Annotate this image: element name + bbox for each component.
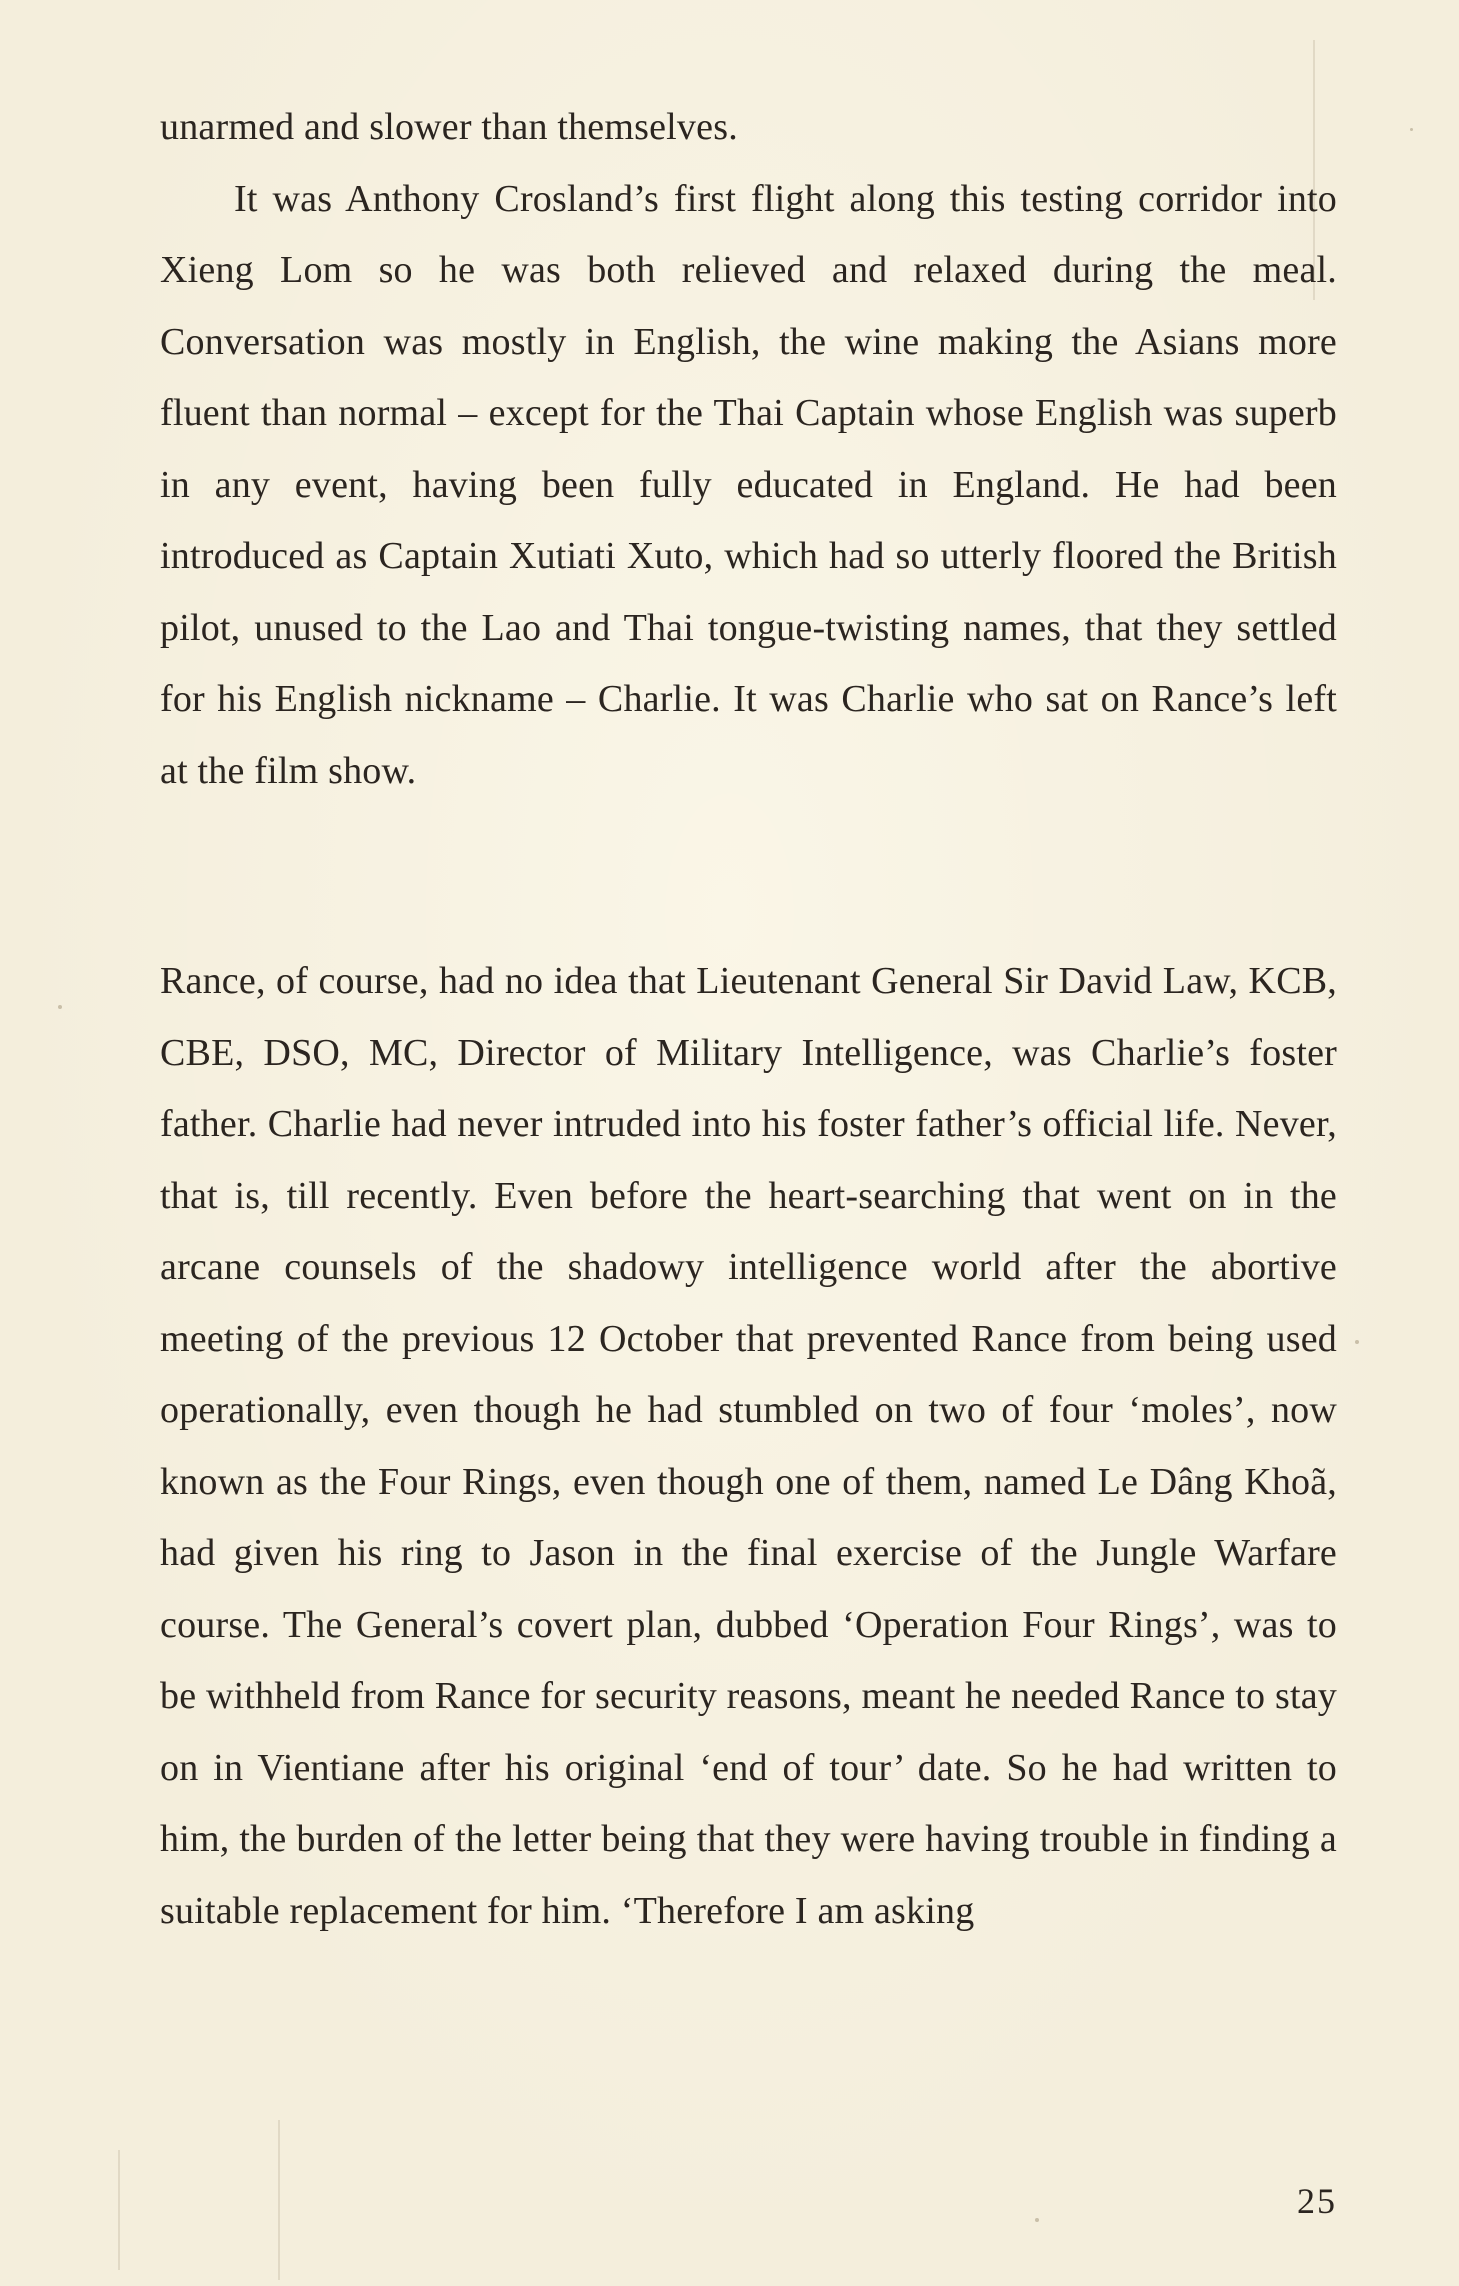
page-number: 25: [1297, 2181, 1337, 2221]
paper-speck: [58, 1005, 62, 1009]
page-crease: [278, 2120, 280, 2280]
text-section-top: [160, 92, 1337, 807]
paper-speck: [1355, 1340, 1359, 1344]
paper-speck: [1410, 128, 1413, 131]
text-section-bottom: [160, 946, 1337, 1947]
paper-speck: [1035, 2218, 1039, 2222]
paragraph: It was Anthony Crosland’s first flight along this testing corridor into Xieng Lom so he was both relieved and relaxed during the meal. Conversation was mostly in English, the wine making the Asians more fluent than normal – except for the Thai Captain whose English was superb in any event, having been fully educated in England. He had been introduced as Captain Xutiati Xuto, which had so utterly floored the British pilot, unused to the Lao and Thai tongue-twisting names, that they settled for his English nickname – Charlie. It was Charlie who sat on Rance’s left at the film show.: [160, 177, 1337, 792]
page-crease: [118, 2150, 120, 2270]
paragraph: Rance, of course, had no idea that Lieutenant General Sir David Law, KCB, CBE, DSO, MC, Director of Military Intelligence, was Charlie’s foster father. Charlie had never intruded into his foster father’s official life. Never, that is, till recently. Even before the heart-searching that went on in the arcane counsels of the shadowy intelligence world after the abortive meeting of the previous 12 October that prevented Rance from being used operationally, even though he had stumbled on two of four ‘moles’, now known as the Four Rings, even though one of them, named Le Dâng Khoã, had given his ring to Jason in the final exercise of the Jungle Warfare course. The General’s covert plan, dubbed ‘Operation Four Rings’, was to be withheld from Rance for security reasons, meant he needed Rance to stay on in Vientiane after his original ‘end of tour’ date. So he had written to him, the burden of the letter being that they were having trouble in finding a suitable replacement for him. ‘Therefore I am asking: [160, 960, 1337, 1932]
paragraph: unarmed and slower than themselves.: [160, 106, 738, 148]
